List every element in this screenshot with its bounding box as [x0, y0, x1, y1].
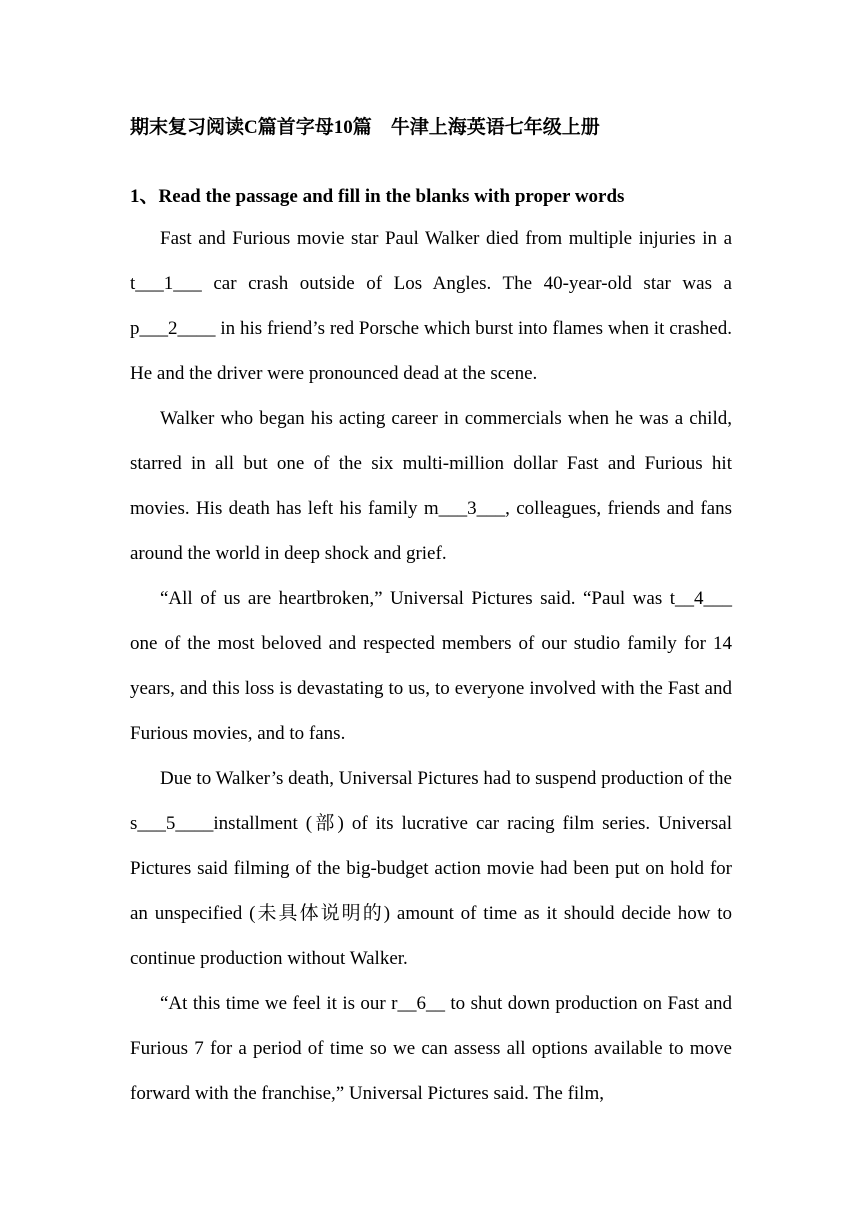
passage-paragraph: Fast and Furious movie star Paul Walker died from multiple injuries in a t___1___ car crash outside of Los Angles. The 40-year-old star was a p___2____ in his friend’s red Porsche which burst into flames when it crashed. He and the driver were pronounced dead at the scene.: [130, 228, 732, 384]
exercise-heading: 1、Read the passage and fill in the blanks with proper words: [130, 186, 625, 207]
passage-paragraph: “All of us are heartbroken,” Universal Pictures said. “Paul was t__4___ one of the most beloved and respected members of our studio family for 14 years, and this loss is devastating to us, to everyone involved with the Fast and Furious movies, and to fans.: [130, 588, 732, 744]
reading-passage: [130, 216, 732, 1116]
passage-paragraph: Due to Walker’s death, Universal Pictures had to suspend production of the s___5____installment (部) of its lucrative car racing film series. Universal Pictures said filming of the big-budget action movie had been put on hold for an unspecified (未具体说明的) amount of time as it should decide how to continue production without Walker.: [130, 768, 732, 969]
document-title: 期末复习阅读C篇首字母10篇 牛津上海英语七年级上册: [130, 117, 600, 138]
passage-paragraph: Walker who began his acting career in commercials when he was a child, starred in all but one of the six multi-million dollar Fast and Furious hit movies. His death has left his family m___3___, colleagues, friends and fans around the world in deep shock and grief.: [130, 408, 732, 564]
passage-paragraph: “At this time we feel it is our r__6__ to shut down production on Fast and Furious 7 for a period of time so we can assess all options available to move forward with the franchise,” Universal Pictures said. The film,: [130, 993, 732, 1104]
